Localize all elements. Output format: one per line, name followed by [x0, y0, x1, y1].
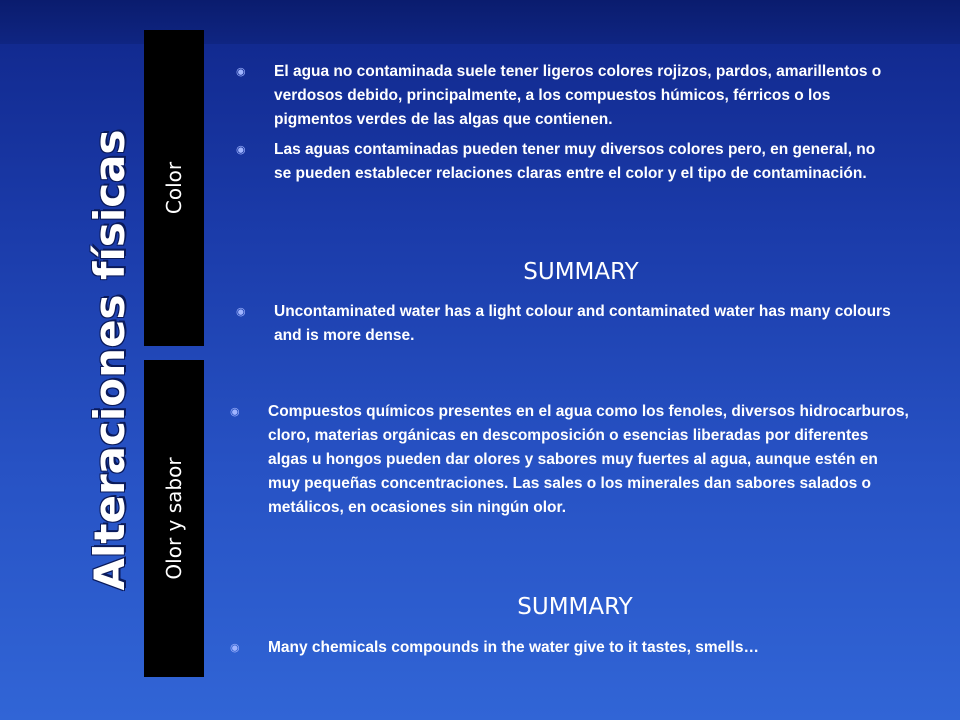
- summary-heading-color: SUMMARY: [523, 259, 639, 285]
- section-label-color: Color: [162, 161, 186, 215]
- olor-y-sabor-bullet-list: [230, 400, 910, 526]
- list-item: [230, 400, 910, 520]
- section-label-olor-y-sabor: Olor y sabor: [162, 457, 186, 580]
- target-bullet-icon: ◉: [236, 144, 246, 156]
- summary-heading-olor-y-sabor: SUMMARY: [517, 594, 633, 620]
- section-label-box-olor-y-sabor: [144, 360, 204, 677]
- target-bullet-icon: ◉: [236, 306, 246, 318]
- list-item: [236, 60, 896, 132]
- target-bullet-icon: ◉: [236, 66, 246, 78]
- section-label-box-color: [144, 30, 204, 346]
- bullet-text: Many chemicals compounds in the water give to it tastes, smells…: [268, 639, 759, 656]
- list-item: [230, 636, 910, 660]
- bullet-text: Las aguas contaminadas pueden tener muy diversos colores pero, en general, no se pueden establecer relaciones claras entre el color y el tipo de contaminación.: [274, 141, 876, 182]
- list-item: [236, 138, 896, 186]
- bullet-text: El agua no contaminada suele tener ligeros colores rojizos, pardos, amarillentos o verdosos debido, principalmente, a los compuestos húmicos, férricos o los pigmentos verdes de las algas que contienen.: [274, 63, 882, 128]
- color-bullet-list: [236, 60, 896, 192]
- list-item: [236, 300, 896, 348]
- target-bullet-icon: ◉: [230, 642, 240, 654]
- color-summary-list: [236, 300, 896, 354]
- target-bullet-icon: ◉: [230, 406, 240, 418]
- slide-title: Alteraciones físicas: [85, 129, 134, 591]
- bullet-text: Compuestos químicos presentes en el agua como los fenoles, diversos hidrocarburos, cloro, materias orgánicas en descomposición o esencias liberadas por diferentes algas u hongos pueden dar olores y sabores muy fuertes al agua, aunque estén en muy pequeñas concentraciones. Las sales o los minerales dan sabores salados o metálicos, en ocasiones sin ningún olor.: [268, 403, 909, 516]
- bullet-text: Uncontaminated water has a light colour and contaminated water has many colours and is more dense.: [274, 303, 891, 344]
- olor-y-sabor-summary-list: [230, 636, 910, 666]
